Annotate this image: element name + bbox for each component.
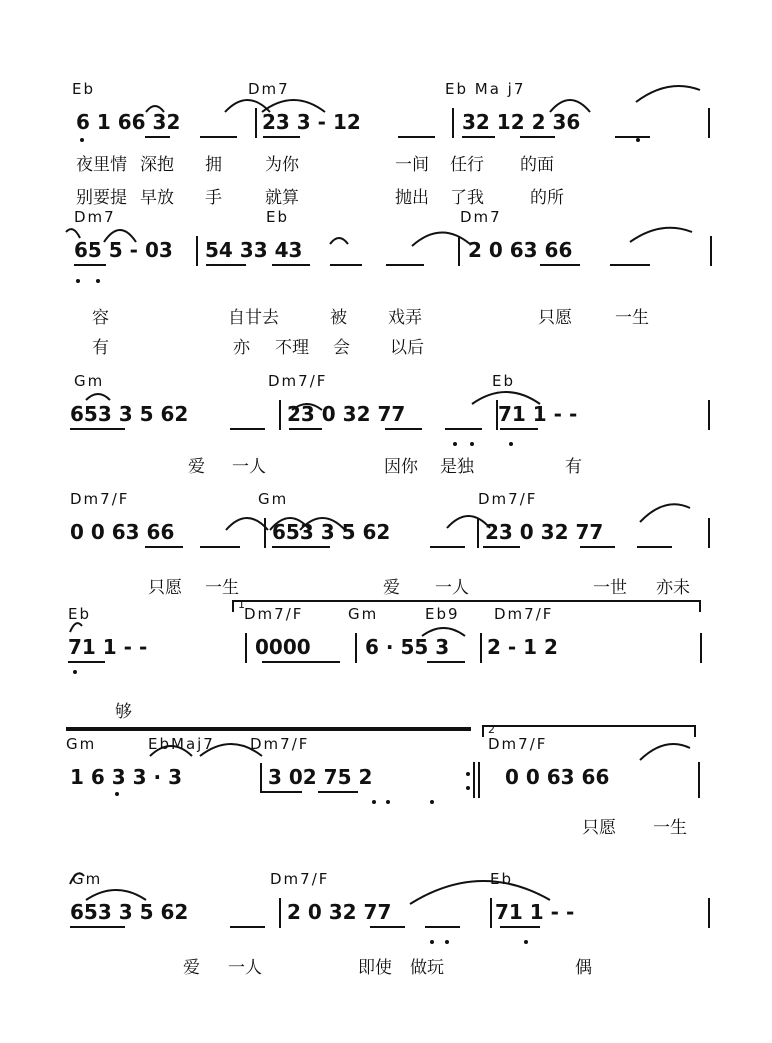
note-group: 23 0 32 77 [485, 520, 604, 544]
lyric-syllable: 的面 [520, 155, 554, 175]
barline [710, 236, 712, 266]
octave-dot [470, 442, 474, 446]
lyric-syllable: 只愿 [582, 818, 616, 838]
barline [477, 518, 479, 548]
beam-underline [386, 264, 424, 266]
octave-dot [80, 138, 84, 142]
slur-arc [636, 86, 700, 102]
beam-underline [500, 428, 538, 430]
chord-symbol: Eb [68, 605, 91, 623]
repeat-barline [478, 762, 480, 798]
slur-arc [630, 228, 692, 242]
beam-underline [70, 926, 125, 928]
chord-symbol: Dm7/F [478, 490, 538, 508]
note-group: 653 3 5 62 [272, 520, 391, 544]
lyric-syllable: 做玩 [410, 958, 444, 978]
barline [480, 633, 482, 663]
chord-symbol: Gm [72, 870, 103, 888]
octave-dot [386, 800, 390, 804]
beam-underline [68, 661, 105, 663]
octave-dot [509, 442, 513, 446]
barline [279, 400, 281, 430]
beam-underline [263, 136, 300, 138]
beam-underline [610, 264, 650, 266]
note-group: 71 1 - - [495, 900, 575, 924]
barline [452, 108, 454, 138]
beam-underline [272, 546, 330, 548]
lyric-syllable: 戏弄 [388, 308, 422, 328]
barline [490, 898, 492, 928]
chord-symbol: Dm7/F [494, 605, 554, 623]
beam-underline [145, 546, 183, 548]
barline [196, 236, 198, 266]
lyric-syllable: 一生 [653, 818, 687, 838]
chord-symbol: Dm7/F [250, 735, 310, 753]
lyric-syllable: 抛出 [395, 188, 429, 208]
chord-symbol: Gm [348, 605, 379, 623]
lyric-syllable: 即使 [358, 958, 392, 978]
slur-arc [640, 504, 690, 522]
volta-bracket [482, 725, 696, 737]
barline [698, 762, 700, 798]
octave-dot [73, 670, 77, 674]
lyric-syllable: 不理 [275, 338, 309, 358]
beam-underline [289, 428, 322, 430]
octave-dot [430, 940, 434, 944]
barline [708, 898, 710, 928]
lyric-syllable: 爱 [383, 578, 400, 598]
lyric-syllable: 一间 [395, 155, 429, 175]
beam-underline [261, 791, 302, 793]
beam-underline [540, 264, 580, 266]
chord-symbol: Eb [492, 372, 515, 390]
note-group: 2 0 32 77 [287, 900, 392, 924]
beam-underline [427, 661, 465, 663]
lyric-syllable: 只愿 [148, 578, 182, 598]
chord-symbol: Dm7/F [488, 735, 548, 753]
lyric-syllable: 自甘去 [228, 308, 279, 328]
beam-underline [70, 428, 125, 430]
slur-arc [412, 232, 470, 246]
barline [458, 236, 460, 266]
beam-underline [200, 546, 240, 548]
lyric-syllable: 爱 [183, 958, 200, 978]
lyric-syllable: 一生 [205, 578, 239, 598]
barline [700, 633, 702, 663]
chord-symbol: Dm7 [248, 80, 290, 98]
lyric-syllable: 以后 [390, 338, 424, 358]
note-group: 2 0 63 66 [468, 238, 573, 262]
lyric-syllable: 拥 [205, 155, 222, 175]
volta-bracket [232, 600, 701, 612]
barline [260, 763, 262, 793]
volta-number: 1 [238, 598, 247, 611]
lyric-syllable: 的所 [530, 188, 564, 208]
note-group: 23 3 - 12 [262, 110, 361, 134]
note-group: 6 1 66 32 [76, 110, 181, 134]
slur-arc [70, 623, 82, 632]
beam-underline [615, 136, 650, 138]
note-group: 0 0 63 66 [505, 765, 610, 789]
lyric-syllable: 早放 [140, 188, 174, 208]
octave-dot [453, 442, 457, 446]
octave-dot [466, 786, 470, 790]
slur-arc [66, 229, 80, 238]
chord-symbol: Eb Ma j7 [445, 80, 526, 98]
lyric-syllable: 深抱 [140, 155, 174, 175]
lyric-syllable: 只愿 [538, 308, 572, 328]
lyric-syllable: 有 [565, 457, 582, 477]
lyric-syllable: 一人 [228, 958, 262, 978]
beam-underline [230, 926, 265, 928]
note-group: 653 3 5 62 [70, 900, 189, 924]
chord-symbol: Eb9 [425, 605, 460, 623]
beam-underline [483, 546, 520, 548]
lyric-syllable: 是独 [440, 457, 474, 477]
chord-symbol: Dm7/F [270, 870, 330, 888]
note-group: 65 5 - 03 [74, 238, 173, 262]
barline [255, 108, 257, 138]
lyric-syllable: 爱 [188, 457, 205, 477]
lyric-syllable: 有 [92, 338, 109, 358]
chord-symbol: Dm7/F [70, 490, 130, 508]
lyric-syllable: 亦 [233, 338, 250, 358]
chord-symbol: Dm7 [460, 208, 502, 226]
beam-underline [318, 791, 358, 793]
beam-underline [262, 661, 340, 663]
barline [264, 518, 266, 548]
beam-underline [520, 136, 555, 138]
lyric-syllable: 夜里情 [76, 155, 127, 175]
note-group: 54 33 43 [205, 238, 303, 262]
beam-underline [462, 136, 495, 138]
chord-symbol: Gm [66, 735, 97, 753]
beam-underline [370, 926, 405, 928]
thick-divider [66, 727, 471, 731]
note-group: 23 0 32 77 [287, 402, 406, 426]
chord-symbol: Eb [72, 80, 95, 98]
beam-underline [230, 428, 265, 430]
note-group: 71 1 - - [498, 402, 578, 426]
chord-symbol: Gm [74, 372, 105, 390]
beam-underline [74, 264, 106, 266]
lyric-syllable: 别要提 [76, 188, 127, 208]
volta-number: 2 [488, 723, 497, 736]
slur-arc [640, 744, 690, 760]
lyric-syllable: 一人 [232, 457, 266, 477]
barline [708, 518, 710, 548]
octave-dot [636, 138, 640, 142]
note-group: 6 · 55 3 [365, 635, 450, 659]
beam-underline [145, 136, 170, 138]
beam-underline [580, 546, 615, 548]
beam-underline [445, 428, 482, 430]
chord-symbol: EbMaj7 [148, 735, 215, 753]
note-group: 0000 [255, 635, 311, 659]
beam-underline [272, 264, 310, 266]
slur-arc [447, 516, 490, 528]
note-group: 1 6 3 3 · 3 [70, 765, 182, 789]
octave-dot [372, 800, 376, 804]
lyric-syllable: 手 [205, 188, 222, 208]
chord-symbol: Dm7/F [268, 372, 328, 390]
octave-dot [76, 279, 80, 283]
barline [708, 400, 710, 430]
note-group: 71 1 - - [68, 635, 148, 659]
barline [279, 898, 281, 928]
barline [355, 633, 357, 663]
lyric-syllable: 偶 [575, 958, 592, 978]
beam-underline [385, 428, 422, 430]
chord-symbol: Eb [266, 208, 289, 226]
lyric-syllable: 够 [115, 702, 132, 722]
lyric-syllable: 因你 [384, 457, 418, 477]
chord-symbol: Dm7/F [244, 605, 304, 623]
beam-underline [425, 926, 460, 928]
octave-dot [524, 940, 528, 944]
beam-underline [398, 136, 435, 138]
note-group: 3 02 75 2 [268, 765, 373, 789]
note-group: 653 3 5 62 [70, 402, 189, 426]
chord-symbol: Eb [490, 870, 513, 888]
slur-arc [86, 394, 110, 400]
beam-underline [430, 546, 465, 548]
beam-underline [200, 136, 237, 138]
lyric-syllable: 了我 [450, 188, 484, 208]
lyric-syllable: 一人 [435, 578, 469, 598]
chord-symbol: Dm7 [74, 208, 116, 226]
barline [496, 400, 498, 430]
slur-arc [86, 890, 146, 900]
chord-symbol: Gm [258, 490, 289, 508]
beam-underline [637, 546, 672, 548]
lyric-syllable: 一生 [615, 308, 649, 328]
note-group: 0 0 63 66 [70, 520, 175, 544]
lyric-syllable: 为你 [265, 155, 299, 175]
barline [245, 633, 247, 663]
lyric-syllable: 容 [92, 308, 109, 328]
lyric-syllable: 亦未 [656, 578, 690, 598]
octave-dot [96, 279, 100, 283]
note-group: 2 - 1 2 [487, 635, 558, 659]
slur-arc [226, 518, 268, 530]
beam-underline [500, 926, 540, 928]
beam-underline [330, 264, 362, 266]
octave-dot [115, 792, 119, 796]
beam-underline [206, 264, 246, 266]
lyric-syllable: 任行 [450, 155, 484, 175]
lyric-syllable: 会 [333, 338, 350, 358]
lyric-syllable: 被 [330, 308, 347, 328]
octave-dot [445, 940, 449, 944]
octave-dot [466, 772, 470, 776]
barline [708, 108, 710, 138]
lyric-syllable: 就算 [265, 188, 299, 208]
repeat-barline [473, 762, 475, 798]
octave-dot [430, 800, 434, 804]
lyric-syllable: 一世 [593, 578, 627, 598]
slur-arc [330, 238, 348, 244]
note-group: 32 12 2 36 [462, 110, 581, 134]
